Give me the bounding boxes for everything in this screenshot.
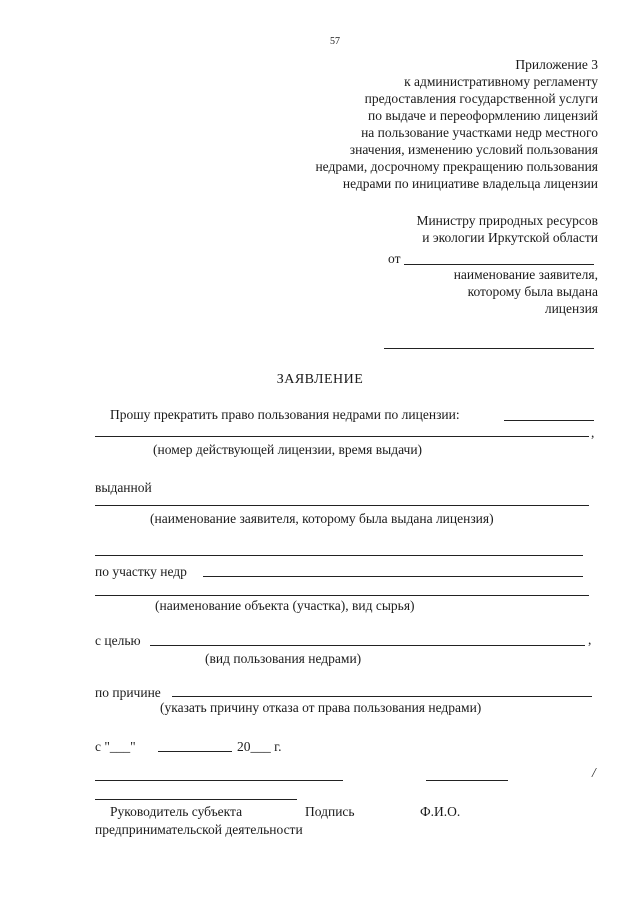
entity-label: предпринимательской деятельности [95, 822, 303, 837]
head-label: Руководитель субъекта [110, 804, 243, 819]
sign-label: Подпись [305, 804, 355, 819]
issued-field[interactable] [95, 505, 589, 506]
applicant-hint-line: лицензия [544, 301, 598, 316]
comma: , [588, 632, 592, 647]
license-field[interactable] [504, 420, 594, 421]
applicant-hint-line: наименование заявителя, [453, 267, 598, 282]
request-text: Прошу прекратить право пользования недрами по лицензии: [110, 407, 460, 422]
license-field-continued[interactable] [95, 436, 589, 437]
appendix-line: значения, изменению условий пользования [349, 142, 598, 157]
date-month-field[interactable] [158, 751, 232, 752]
plot-label: по участку недр [95, 564, 187, 579]
date-day[interactable]: с "___" [95, 739, 136, 754]
from-label: от [388, 251, 401, 266]
comma: , [591, 425, 595, 440]
applicant-name-field[interactable] [384, 348, 594, 349]
purpose-field[interactable] [150, 645, 585, 646]
appendix-line: предоставления государственной услуги [364, 91, 598, 106]
appendix-block [198, 56, 598, 192]
signature-field[interactable] [95, 780, 343, 781]
addressee-block [298, 212, 598, 246]
addressee-line: и экологии Иркутской области [422, 230, 598, 245]
applicant-hint-line: которому была выдана [467, 284, 598, 299]
license-hint: (номер действующей лицензии, время выдачи) [153, 442, 423, 457]
page-number: 57 [330, 36, 340, 47]
plot-field[interactable] [203, 576, 583, 577]
appendix-line: недрами, досрочному прекращению пользования [315, 159, 598, 174]
applicant-hint [298, 266, 598, 317]
reason-hint: (указать причину отказа от права пользования недрами) [160, 700, 482, 715]
purpose-hint: (вид пользования недрами) [205, 651, 362, 666]
reason-label: по причине [95, 685, 161, 700]
appendix-line: к административному регламенту [404, 74, 598, 89]
reason-field[interactable] [172, 696, 592, 697]
document-title: ЗАЯВЛЕНИЕ [276, 372, 364, 387]
appendix-line: на пользование участками недр местного [361, 125, 598, 140]
from-field[interactable] [404, 264, 594, 265]
addressee-line: Министру природных ресурсов [416, 213, 598, 228]
date-year[interactable]: 20___ г. [237, 739, 282, 754]
plot-field-continued[interactable] [95, 595, 589, 596]
appendix-line: недрами по инициативе владельца лицензии [342, 176, 598, 191]
issued-field-extra[interactable] [95, 555, 583, 556]
appendix-line: по выдаче и переоформлению лицензий [368, 108, 598, 123]
plot-hint: (наименование объекта (участка), вид сырья) [155, 598, 415, 613]
slash-mark: / [592, 765, 596, 780]
head-name-field[interactable] [95, 799, 297, 800]
fio-label: Ф.И.О. [420, 804, 461, 819]
issued-hint: (наименование заявителя, которому была выдана лицензия) [150, 511, 494, 526]
issued-label: выданной [95, 480, 152, 495]
fio-field[interactable] [426, 780, 508, 781]
appendix-line: Приложение 3 [515, 57, 598, 72]
purpose-label: с целью [95, 633, 141, 648]
